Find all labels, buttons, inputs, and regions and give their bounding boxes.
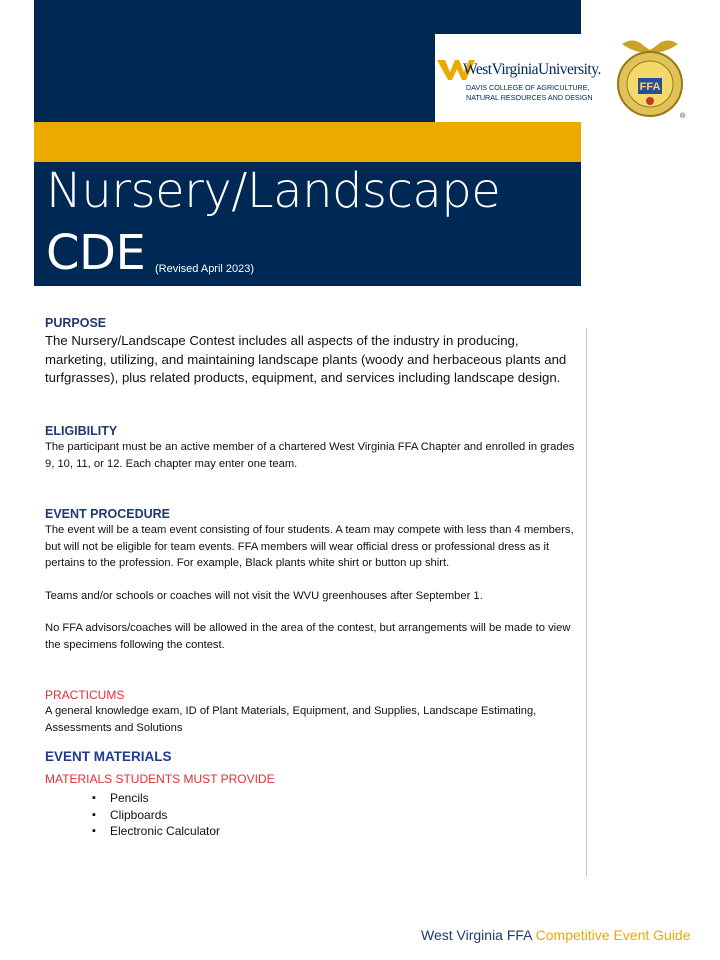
page-title-line1: Nursery/Landscape xyxy=(46,163,501,219)
ffa-emblem-letters: FFA xyxy=(639,81,661,93)
event-materials-heading: EVENT MATERIALS xyxy=(45,749,172,764)
practicums-section xyxy=(45,688,575,736)
wvu-college-line2: NATURAL RESOURCES AND DESIGN xyxy=(466,93,593,102)
practicums-heading: PRACTICUMS xyxy=(45,688,125,702)
materials-subheading: MATERIALS STUDENTS MUST PROVIDE xyxy=(45,772,275,786)
ffa-emblem-icon xyxy=(612,34,688,120)
footer-guide: Competitive Event Guide xyxy=(535,927,691,943)
purpose-section xyxy=(45,316,575,388)
purpose-text: The Nursery/Landscape Contest includes all aspects of the industry in producing, marketing, utilizing, and maintaining landscape plants (woody and herbaceous plants and turfgrasses), plus related products, equipment, and services including landscape design. xyxy=(45,333,567,385)
eligibility-text: The participant must be an active member of a chartered West Virginia FFA Chapter and enrolled in grades 9, 10, 11, or 12. Each chapter may enter one team. xyxy=(45,441,575,470)
right-margin-rule xyxy=(586,328,587,876)
revised-date: (Revised April 2023) xyxy=(155,263,255,275)
event-procedure-p3: No FFA advisors/coaches will be allowed in the area of the contest, but arrangements will be made to view the specimens following the contest. xyxy=(45,622,571,651)
practicums-text: A general knowledge exam, ID of Plant Materials, Equipment, and Supplies, Landscape Estimating, Assessments and Solutions xyxy=(45,705,537,734)
page-footer xyxy=(421,927,691,943)
wvu-wordmark: WestVirginiaUniversity. xyxy=(463,61,601,78)
event-procedure-section xyxy=(45,507,575,653)
event-procedure-p2: Teams and/or schools or coaches will not visit the WVU greenhouses after September 1. xyxy=(45,589,483,602)
list-item: ▪ Clipboards xyxy=(92,807,220,824)
event-procedure-heading: EVENT PROCEDURE xyxy=(45,507,171,521)
materials-list xyxy=(92,790,220,840)
purpose-heading: PURPOSE xyxy=(45,316,107,330)
ffa-registered-mark: ® xyxy=(680,113,686,120)
list-item: ▪ Pencils xyxy=(92,790,220,807)
list-item: ▪ Electronic Calculator xyxy=(92,823,220,840)
footer-org: West Virginia FFA xyxy=(421,927,536,943)
gold-band xyxy=(34,122,581,162)
eligibility-heading: ELIGIBILITY xyxy=(45,424,118,438)
event-materials-section xyxy=(45,749,575,786)
eligibility-section xyxy=(45,424,575,472)
wvu-college-line1: DAVIS COLLEGE OF AGRICULTURE, xyxy=(466,83,590,92)
event-procedure-p1: The event will be a team event consisting of four students. A team may compete with less than 4 members, but will not be eligible for team events. FFA members will wear official dress or professional dress as it pertains to the profession. For example, Black plants white shirt or button up shirt. xyxy=(45,524,574,569)
page-title-line2: CDE xyxy=(46,225,146,281)
